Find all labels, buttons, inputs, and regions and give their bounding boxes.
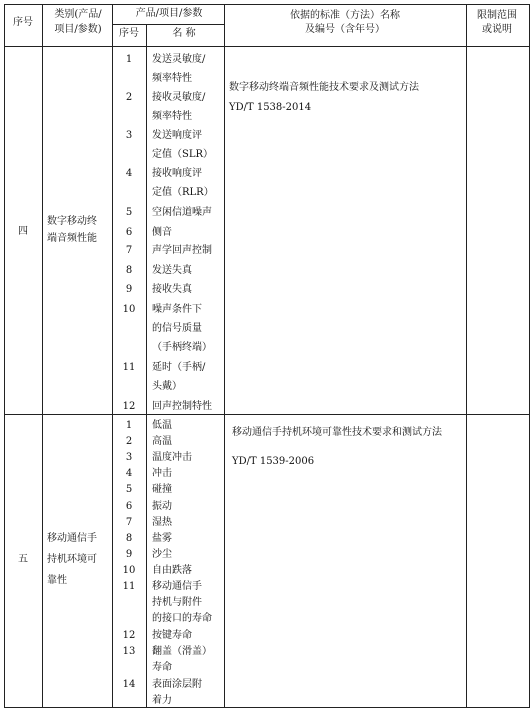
header-standard-line2: 及编号（含年号） [305, 24, 385, 35]
item-name: 回声控制特性 [152, 401, 212, 412]
item-no: 1 [125, 54, 133, 65]
table-rule-vertical [466, 4, 467, 708]
item-name: 沙尘 [152, 549, 172, 560]
item-name: 头戴） [152, 381, 182, 392]
item-name: 冲击 [152, 468, 172, 479]
item-no: 2 [125, 436, 133, 447]
header-product: 产品/项目/参数 [135, 8, 203, 19]
table-rule-vertical [146, 24, 147, 708]
header-limit-line1: 限制范围 [477, 10, 517, 21]
item-no: 12 [122, 630, 136, 641]
table-rule-vertical [4, 4, 5, 708]
item-no: 12 [122, 401, 136, 412]
item-name: 寿命 [152, 662, 172, 673]
section-category: 端音频性能 [47, 233, 97, 244]
table-rule-vertical [112, 4, 113, 708]
item-name: （手柄终端） [152, 342, 212, 353]
item-name: 定值（SLR） [152, 149, 214, 160]
table-rule-vertical [42, 4, 43, 708]
item-name: 的接口的寿命 [152, 613, 212, 624]
item-name: 定值（RLR） [152, 187, 214, 198]
item-no: 6 [125, 501, 133, 512]
header-limit-line2: 或说明 [482, 24, 512, 35]
section-standard: 数字移动终端音频性能技术要求及测试方法 [229, 82, 419, 93]
item-no: 8 [125, 265, 133, 276]
section-category: 移动通信手 [47, 533, 97, 544]
item-name: 高温 [152, 436, 172, 447]
table-rule-horizontal [4, 707, 530, 708]
header-seq: 序号 [13, 17, 33, 28]
item-name: 噪声条件下 [152, 304, 202, 315]
item-no: 14 [122, 679, 136, 690]
item-name: 发送失真 [152, 265, 192, 276]
item-name: 碰撞 [152, 484, 172, 495]
table-rule-horizontal [4, 4, 530, 5]
item-name: 湿热 [152, 517, 172, 528]
item-no: 5 [125, 207, 133, 218]
item-no: 4 [125, 468, 133, 479]
item-no: 10 [122, 565, 136, 576]
header-category-line2: 项目/参数) [54, 24, 102, 35]
item-no: 1 [125, 420, 133, 431]
section-standard: 移动通信手持机环境可靠性技术要求和测试方法 [232, 427, 442, 438]
section-category: 靠性 [47, 575, 67, 586]
section-seq: 五 [18, 554, 28, 565]
item-name: 频率特性 [152, 73, 192, 84]
item-name: 发送灵敏度/ [152, 54, 206, 65]
section-standard: YD/T 1539-2006 [232, 456, 315, 467]
section-category: 持机环境可 [47, 554, 97, 565]
item-name: 表面涂层附 [152, 679, 202, 690]
item-name: 低温 [152, 420, 172, 431]
item-no: 4 [125, 168, 133, 179]
item-name: 温度冲击 [152, 452, 192, 463]
item-no: 5 [125, 484, 133, 495]
item-name: 频率特性 [152, 111, 192, 122]
table-rule-vertical [224, 4, 225, 708]
item-no: 3 [125, 130, 133, 141]
item-name: 延时（手柄/ [152, 362, 206, 373]
item-name: 持机与附件 [152, 597, 202, 608]
header-sub-name: 名 称 [172, 28, 196, 39]
item-name: 着力 [152, 695, 172, 706]
item-no: 7 [125, 517, 133, 528]
item-name: 侧音 [152, 227, 172, 238]
header-category-line1: 类别(产品/ [54, 9, 102, 20]
item-no: 2 [125, 92, 133, 103]
item-no: 10 [122, 304, 136, 315]
item-name: 空闲信道噪声 [152, 207, 212, 218]
item-no: 6 [125, 227, 133, 238]
header-sub-seq: 序号 [119, 28, 139, 39]
item-no: 11 [122, 362, 136, 373]
item-name: 声学回声控制 [152, 245, 212, 256]
item-no: 3 [125, 452, 133, 463]
item-no: 13 [122, 646, 136, 657]
table-rule-horizontal [112, 24, 224, 25]
table-rule-horizontal [4, 414, 530, 415]
item-name: 盐雾 [152, 533, 172, 544]
header-standard-line1: 依据的标准（方法）名称 [290, 10, 400, 21]
item-no: 8 [125, 533, 133, 544]
item-name: 的信号质量 [152, 323, 202, 334]
item-name: 振动 [152, 501, 172, 512]
item-name: 接收响度评 [152, 168, 202, 179]
section-category: 数字移动终 [47, 216, 97, 227]
item-name: 翻盖（滑盖） [152, 646, 212, 657]
item-name: 自由跌落 [152, 565, 192, 576]
table-rule-horizontal [4, 46, 530, 47]
item-name: 移动通信手 [152, 581, 202, 592]
item-name: 按键寿命 [152, 630, 192, 641]
item-name: 接收失真 [152, 284, 192, 295]
item-name: 接收灵敏度/ [152, 92, 206, 103]
section-standard: YD/T 1538-2014 [229, 102, 312, 113]
item-no: 9 [125, 284, 133, 295]
item-no: 9 [125, 549, 133, 560]
item-name: 发送响度评 [152, 130, 202, 141]
table-rule-vertical [529, 4, 530, 708]
item-no: 11 [122, 581, 136, 592]
item-no: 7 [125, 245, 133, 256]
section-seq: 四 [18, 226, 28, 237]
